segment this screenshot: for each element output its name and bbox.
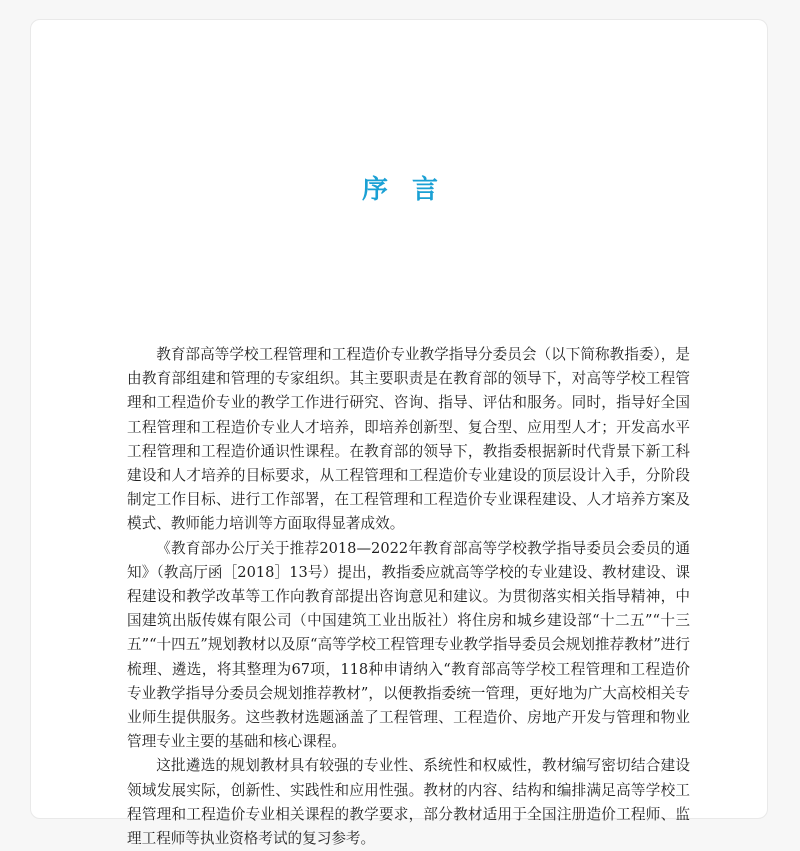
paragraph-2: 《教育部办公厅关于推荐2018—2022年教育部高等学校教学指导委员会委员的通知》（教高厅函［2018］13号）提出，教指委应就高等学校的专业建设、教材建设、课程建设和教学改革等工作向教育部提出咨询意见和建议。为贯彻落实相关指导精神，中国建筑出版传媒有限公司（中国建筑工业出版社）将住房和城乡建设部“十二五”“十三五”“十四五”规划教材以及原“高等学校工程管理专业教学指导委员会规划推荐教材”进行梳理、遴选，将其整理为67项，118种申请纳入“教育部高等学校工程管理和工程造价专业教学指导分委员会规划推荐教材”，以便教指委统一管理，更好地为广大高校相关专业师生提供服务。这些教材选题涵盖了工程管理、工程造价、房地产开发与管理和物业管理专业主要的基础和核心课程。	[127, 539, 690, 751]
document-page	[30, 19, 768, 848]
page-title: 序言	[361, 175, 462, 205]
paragraph-1: 教育部高等学校工程管理和工程造价专业教学指导分委员会（以下简称教指委），是由教育部组建和管理的专家组织。其主要职责是在教育部的领导下，对高等学校工程管理和工程造价专业的教学工作进行研究、咨询、指导、评估和服务。同时，指导好全国工程管理和工程造价专业人才培养，即培养创新型、复合型、应用型人才；开发高水平工程管理和工程造价通识性课程。在教育部的领导下，教指委根据新时代背景下新工科建设和人才培养的目标要求，从工程管理和工程造价专业建设的顶层设计入手，分阶段制定工作目标、进行工作部署，在工程管理和工程造价专业课程建设、人才培养方案及模式、教师能力培训等方面取得显著成效。	[127, 346, 690, 533]
paragraph-3: 这批遴选的规划教材具有较强的专业性、系统性和权威性，教材编写密切结合建设领域发展实际，创新性、实践性和应用性强。教材的内容、结构和编排满足高等学校工程管理和工程造价专业相关课程的教学要求，部分教材适用于全国注册造价工程师、监理工程师等执业资格考试的复习参考。	[127, 757, 690, 848]
preface-body	[127, 343, 690, 851]
